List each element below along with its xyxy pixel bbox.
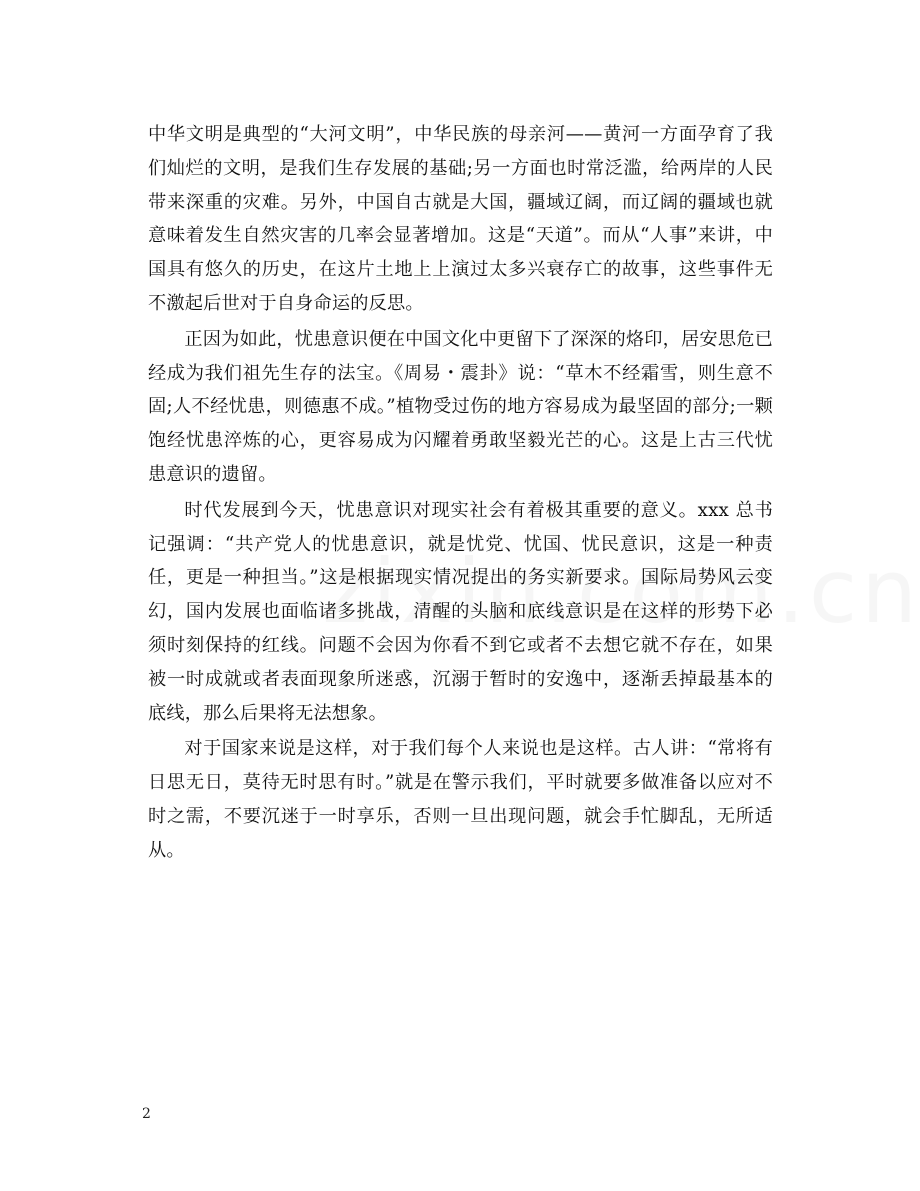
document-body	[148, 118, 773, 870]
page-number: 2	[142, 1106, 151, 1122]
paragraph-4: 对于国家来说是这样，对于我们每个人来说也是这样。古人讲：“常将有日思无日，莫待无时思有时。”就是在警示我们，平时就要多做准备以应对不时之需，不要沉迷于一时享乐，否则一旦出现问题，就会手忙脚乱，无所适从。	[148, 738, 773, 861]
paragraph-1: 中华文明是典型的“大河文明”，中华民族的母亲河——黄河一方面孕育了我们灿烂的文明，是我们生存发展的基础;另一方面也时常泛滥，给两岸的人民带来深重的灾难。另外，中国自古就是大国，疆域辽阔，而辽阔的疆域也就意味着发生自然灾害的几率会显著增加。这是“天道”。而从“人事”来讲，中国具有悠久的历史，在这片土地上上演过太多兴衰存亡的故事，这些事件无不激起后世对于自身命运的反思。	[148, 124, 773, 314]
paragraph-3: 时代发展到今天，忧患意识对现实社会有着极其重要的意义。xxx 总书记强调：“共产党人的忧患意识，就是忧党、忧国、忧民意识，这是一种责任，更是一种担当。”这是根据现实情况提出的务实新要求。国际局势风云变幻，国内发展也面临诸多挑战，清醒的头脑和底线意识是在这样的形势下必须时刻保持的红线。问题不会因为你看不到它或者不去想它就不存在，如果被一时成就或者表面现象所迷惑，沉溺于暂时的安逸中，逐渐丢掉最基本的底线，那么后果将无法想象。	[148, 499, 773, 724]
paragraph-2: 正因为如此，忧患意识便在中国文化中更留下了深深的烙印，居安思危已经成为我们祖先生存的法宝。《周易・震卦》说：“草木不经霜雪，则生意不固;人不经忧患，则德惠不成。”植物受过伤的地方容易成为最坚固的部分;一颗饱经忧患淬炼的心，更容易成为闪耀着勇敢坚毅光芒的心。这是上古三代忧患意识的遗留。	[148, 328, 773, 485]
